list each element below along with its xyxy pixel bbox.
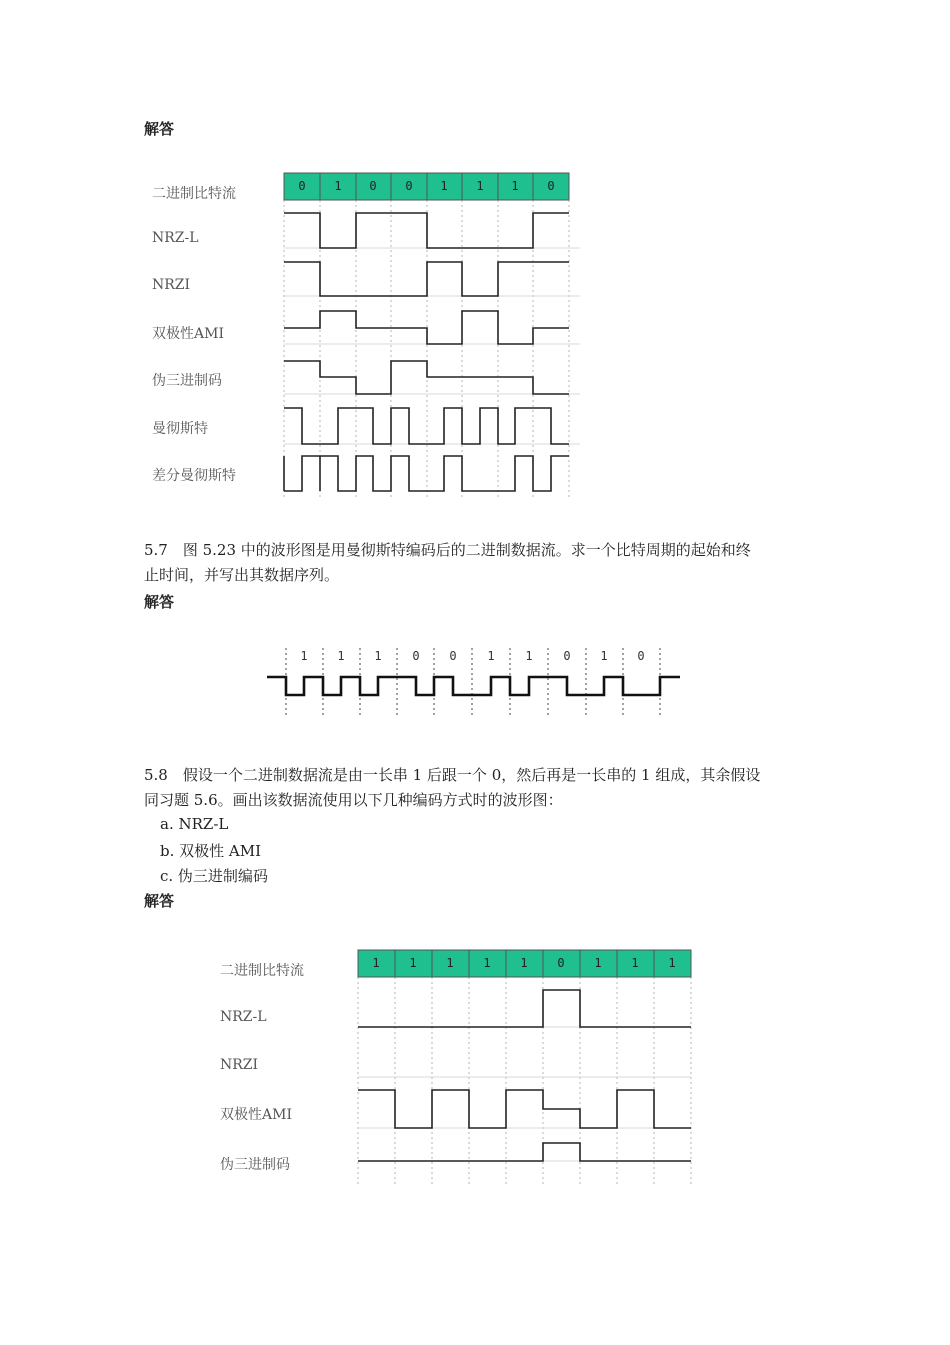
q58-line-2: 同习题 5.6。画出该数据流使用以下几种编码方式时的波形图： [144, 791, 563, 809]
wave-pseudoternary [284, 361, 569, 394]
fig3-label-nrzi: NRZI [220, 1057, 259, 1073]
fig3-wave-pseudoternary [358, 1143, 691, 1161]
fig3-bit-1: 1 [372, 956, 380, 970]
fig1-bit-6: 1 [476, 179, 484, 193]
fig2-bit-7: 1 [525, 649, 533, 663]
fig2-bit-10: 0 [637, 649, 645, 663]
figure-1-svg [150, 168, 600, 508]
fig3-wave-nrz-l [358, 990, 691, 1027]
figure-1-encoding-waveforms [150, 168, 600, 508]
fig3-label-bipolar-ami: 双极性AMI [220, 1107, 292, 1123]
wave-nrz-l [284, 213, 569, 248]
fig2-bit-8: 0 [563, 649, 571, 663]
fig2-bit-9: 1 [600, 649, 608, 663]
label-manchester: 曼彻斯特 [152, 421, 208, 437]
fig3-bit-3: 1 [446, 956, 454, 970]
fig2-bit-4: 0 [412, 649, 420, 663]
label-pseudoternary: 伪三进制码 [152, 373, 222, 389]
figure-2-manchester-decoded [262, 640, 692, 725]
fig2-bit-3: 1 [374, 649, 382, 663]
fig3-bit-8: 1 [631, 956, 639, 970]
fig3-bit-4: 1 [483, 956, 491, 970]
fig1-bit-7: 1 [511, 179, 519, 193]
fig1-bit-4: 0 [405, 179, 413, 193]
fig1-bit-3: 0 [369, 179, 377, 193]
fig3-bit-2: 1 [409, 956, 417, 970]
fig2-bit-6: 1 [487, 649, 495, 663]
wave-nrzi [284, 262, 569, 296]
label-bipolar-ami: 双极性AMI [152, 326, 224, 342]
answer-heading-2: 解答 [144, 593, 175, 611]
fig3-bit-6: 0 [557, 956, 565, 970]
q57-line-2: 止时间，并写出其数据序列。 [144, 566, 340, 584]
figure-2-svg [262, 640, 692, 725]
fig2-bit-1: 1 [300, 649, 308, 663]
label-diff-manchester: 差分曼彻斯特 [152, 468, 236, 484]
question-5-7 [144, 538, 824, 588]
q58-line-1: 5.8 假设一个二进制数据流是由一长串 1 后跟一个 0，然后再是一长串的 1 组成，其余假设 [144, 766, 761, 784]
label-binary-stream: 二进制比特流 [152, 186, 236, 202]
label-nrzi: NRZI [152, 277, 191, 293]
fig3-wave-bipolar-ami [358, 1090, 691, 1128]
q57-line-1: 5.7 图 5.23 中的波形图是用曼彻斯特编码后的二进制数据流。求一个比特周期的起始和终 [144, 541, 751, 559]
figure-3-encoding-waveforms [218, 945, 708, 1190]
question-5-8 [144, 763, 824, 813]
fig3-bit-7: 1 [594, 956, 602, 970]
fig2-bit-2: 1 [337, 649, 345, 663]
fig1-bit-1: 0 [298, 179, 306, 193]
q58-item-b: b. 双极性 AMI [160, 842, 262, 860]
fig1-bit-8: 0 [547, 179, 555, 193]
fig1-bit-5: 1 [440, 179, 448, 193]
wave-manchester-stream [267, 677, 680, 695]
figure-3-svg [218, 945, 708, 1190]
fig3-label-pseudoternary: 伪三进制码 [220, 1157, 290, 1173]
answer-heading-3: 解答 [144, 892, 175, 910]
fig3-bit-9: 1 [668, 956, 676, 970]
q58-item-c: c. 伪三进制编码 [160, 867, 268, 885]
answer-heading-1: 解答 [144, 120, 175, 138]
label-nrz-l: NRZ-L [152, 230, 199, 246]
fig3-bit-5: 1 [520, 956, 528, 970]
fig3-label-nrz-l: NRZ-L [220, 1009, 267, 1025]
fig1-bit-2: 1 [334, 179, 342, 193]
fig2-bit-5: 0 [449, 649, 457, 663]
q58-item-a: a. NRZ-L [160, 815, 229, 833]
fig3-label-binary-stream: 二进制比特流 [220, 963, 304, 979]
